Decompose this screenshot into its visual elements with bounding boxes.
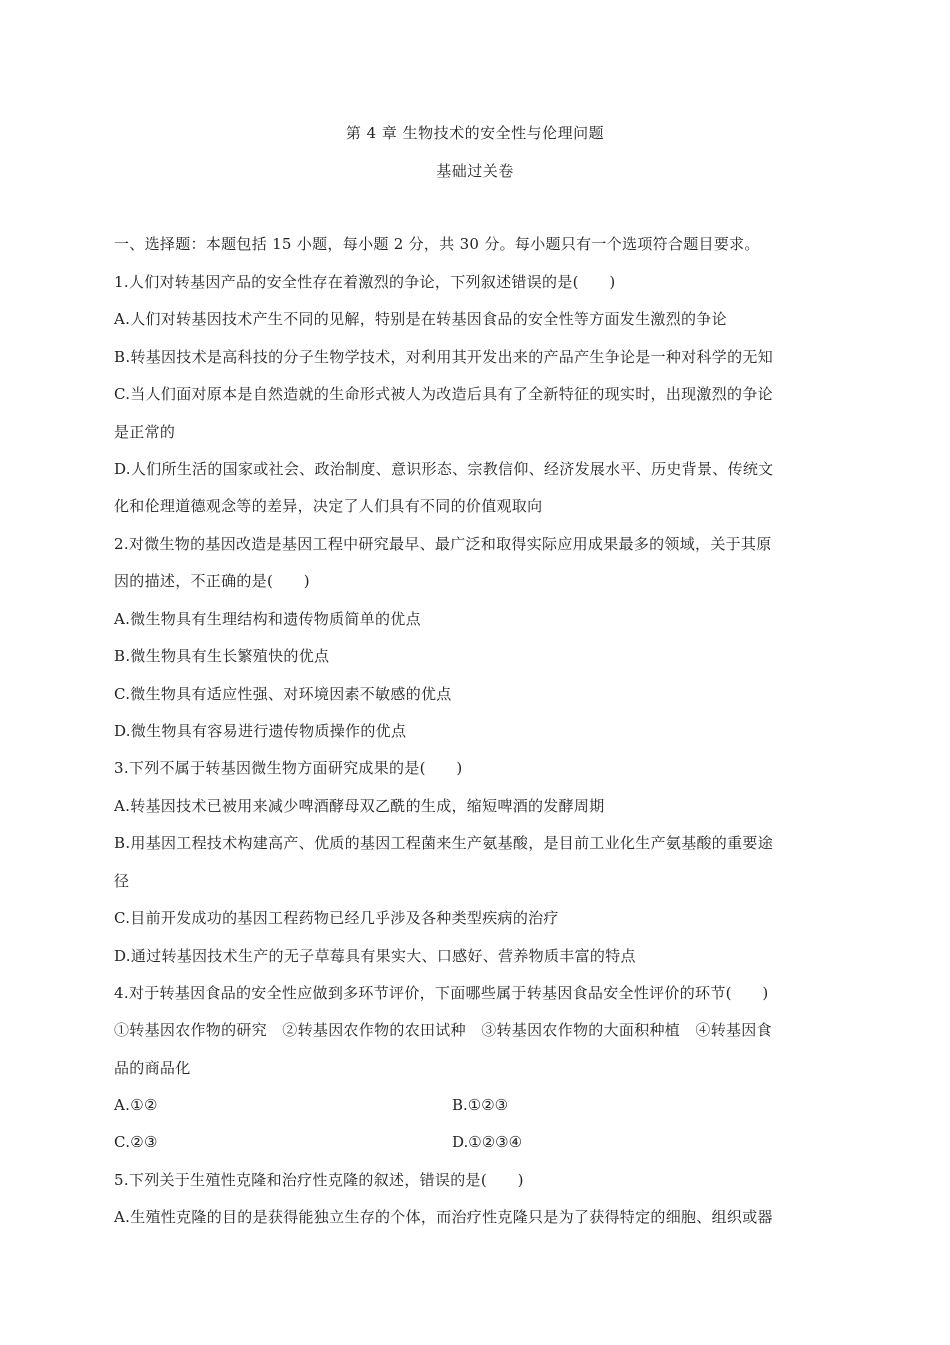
question-4-option-b: B.①②③ xyxy=(452,1096,509,1114)
question-4-items-cont: 品的商品化 xyxy=(114,1059,191,1077)
question-2-option-a: A.微生物具有生理结构和遗传物质简单的优点 xyxy=(114,610,421,628)
section-instruction: 一、选择题：本题包括 15 小题，每小题 2 分，共 30 分。每小题只有一个选项符合题目要求。 xyxy=(114,235,760,253)
question-1-stem: 1.人们对转基因产品的安全性存在着激烈的争论，下列叙述错误的是( ) xyxy=(114,273,616,291)
question-2-stem: 2.对微生物的基因改造是基因工程中研究最早、最广泛和取得实际应用成果最多的领域，关于其原 xyxy=(114,535,772,553)
question-1-option-c: C.当人们面对原本是自然造就的生命形式被人为改造后具有了全新特征的现实时，出现激烈的争论 xyxy=(114,385,773,403)
question-3-option-a: A.转基因技术已被用来减少啤酒酵母双乙酰的生成，缩短啤酒的发酵周期 xyxy=(114,797,605,815)
question-2-option-d: D.微生物具有容易进行遗传物质操作的优点 xyxy=(114,722,407,740)
question-4-option-d: D.①②③④ xyxy=(452,1133,523,1151)
question-1-option-b: B.转基因技术是高科技的分子生物学技术，对利用其开发出来的产品产生争论是一种对科学的无知 xyxy=(114,348,773,366)
question-1-option-c-cont: 是正常的 xyxy=(114,423,176,441)
question-1-option-d: D.人们所生活的国家或社会、政治制度、意识形态、宗教信仰、经济发展水平、历史背景、传统文 xyxy=(114,460,774,478)
question-3-option-b-cont: 径 xyxy=(114,872,130,890)
question-4-option-c: C.②③ xyxy=(114,1133,158,1151)
question-3-stem: 3.下列不属于转基因微生物方面研究成果的是( ) xyxy=(114,759,463,777)
question-3-option-d: D.通过转基因技术生产的无子草莓具有果实大、口感好、营养物质丰富的特点 xyxy=(114,947,636,965)
question-4-stem: 4.对于转基因食品的安全性应做到多环节评价，下面哪些属于转基因食品安全性评价的环节( ) xyxy=(114,984,769,1002)
question-5-stem: 5.下列关于生殖性克隆和治疗性克隆的叙述，错误的是( ) xyxy=(114,1171,524,1189)
question-1-option-d-cont: 化和伦理道德观念等的差异，决定了人们具有不同的价值观取向 xyxy=(114,497,543,515)
question-2-stem-cont: 因的描述，不正确的是( ) xyxy=(114,572,310,590)
question-3-option-c: C.目前开发成功的基因工程药物已经几乎涉及各种类型疾病的治疗 xyxy=(114,909,559,927)
chapter-title: 第 4 章 生物技术的安全性与伦理问题 xyxy=(345,124,605,142)
question-4-option-a: A.①② xyxy=(114,1096,158,1114)
question-1-option-a: A.人们对转基因技术产生不同的见解，特别是在转基因食品的安全性等方面发生激烈的争论 xyxy=(114,310,727,328)
exam-subtitle: 基础过关卷 xyxy=(436,162,514,180)
question-2-option-c: C.微生物具有适应性强、对环境因素不敏感的优点 xyxy=(114,685,452,703)
question-5-option-a: A.生殖性克隆的目的是获得能独立生存的个体，而治疗性克隆只是为了获得特定的细胞、组织或器 xyxy=(114,1208,773,1226)
question-3-option-b: B.用基因工程技术构建高产、优质的基因工程菌来生产氨基酸，是目前工业化生产氨基酸的重要途 xyxy=(114,834,773,852)
question-4-items: ①转基因农作物的研究 ②转基因农作物的农田试种 ③转基因农作物的大面积种植 ④转基因食 xyxy=(114,1021,772,1039)
question-2-option-b: B.微生物具有生长繁殖快的优点 xyxy=(114,647,330,665)
